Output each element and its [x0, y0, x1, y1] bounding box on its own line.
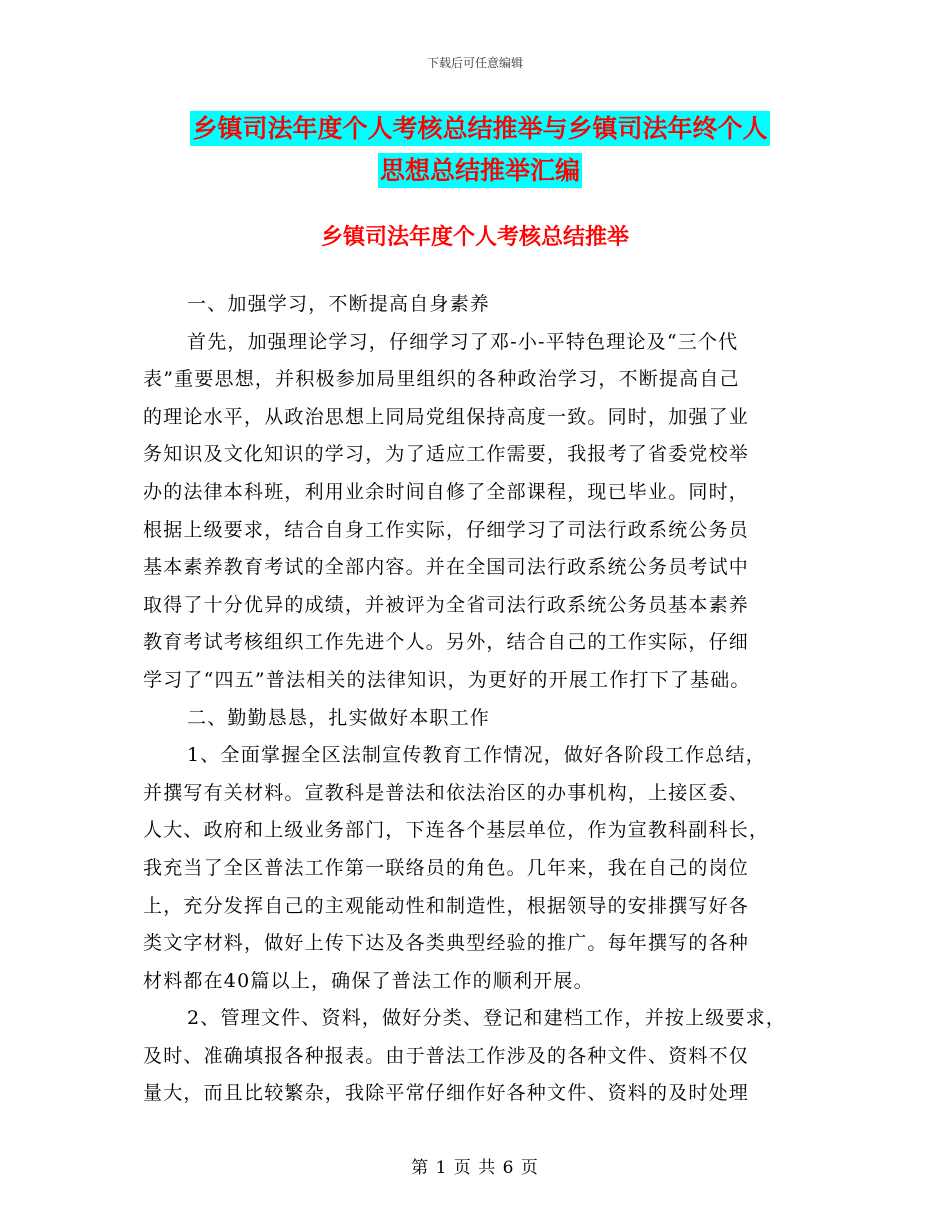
body-text: [143, 286, 823, 1113]
paragraph-line: 办的法律本科班，利用业余时间自修了全部课程，现已毕业。同时，: [143, 480, 750, 503]
paragraph-line: 取得了十分优异的成绩，并被评为全省司法行政系统公务员基本素养: [143, 593, 750, 616]
document-title: [140, 108, 820, 192]
title-line-2: 思想总结推举汇编: [378, 153, 582, 188]
heading-2: 二、勤勤恳恳，扎实做好本职工作: [187, 706, 491, 729]
paragraph-line: 我充当了全区普法工作第一联络员的角色。几年来，我在自己的岗位: [143, 856, 750, 879]
paragraph-line: 量大，而且比较繁杂，我除平常仔细作好各种文件、资料的及时处理: [143, 1082, 750, 1105]
paragraph-line: 根据上级要求，结合自身工作实际，仔细学习了司法行政系统公务员: [143, 518, 750, 541]
paragraph-line: 2、管理文件、资料，做好分类、登记和建档工作，并按上级要求，: [187, 1007, 787, 1030]
section-title: 乡镇司法年度个人考核总结推举: [320, 224, 629, 250]
title-line-1: 乡镇司法年度个人考核总结推举与乡镇司法年终个人: [190, 111, 769, 146]
paragraph-line: 人大、政府和上级业务部门，下连各个基层单位，作为宣教科副科长，: [143, 819, 770, 842]
paragraph-line: 1、全面掌握全区法制宣传教育工作情况，做好各阶段工作总结，: [187, 744, 766, 767]
paragraph-line: 上，充分发挥自己的主观能动性和制造性，根据领导的安排撰写好各: [143, 894, 750, 917]
paragraph-line: 基本素养教育考试的全部内容。并在全国司法行政系统公务员考试中: [143, 556, 750, 579]
heading-1: 一、加强学习，不断提高自身素养: [187, 293, 491, 315]
paragraph-line: 的理论水平，从政治思想上同局党组保持高度一致。同时，加强了业: [143, 405, 750, 428]
page-footer: 第 1 页 共 6 页: [411, 1158, 539, 1178]
paragraph-line: 及时、准确填报各种报表。由于普法工作涉及的各种文件、资料不仅: [143, 1044, 750, 1067]
paragraph-line: 学习了“四五”普法相关的法律知识，为更好的开展工作打下了基础。: [143, 668, 751, 691]
paragraph-line: 表”重要思想，并积极参加局里组织的各种政治学习，不断提高自己: [143, 368, 740, 391]
paragraph-line: 类文字材料，做好上传下达及各类典型经验的推广。每年撰写的各种: [143, 932, 750, 955]
paragraph-line: 并撰写有关材料。宣教科是普法和依法治区的办事机构，上接区委、: [143, 781, 750, 804]
paragraph-line: 首先，加强理论学习，仔细学习了邓-小-平特色理论及“三个代: [187, 330, 739, 353]
paragraph-line: 材料都在40篇以上，确保了普法工作的顺利开展。: [143, 969, 594, 992]
paragraph-line: 务知识及文化知识的学习，为了适应工作需要，我报考了省委党校举: [143, 443, 750, 466]
paragraph-line: 教育考试考核组织工作先进个人。另外，结合自己的工作实际，仔细: [143, 631, 750, 654]
header-note: 下载后可任意编辑: [426, 56, 523, 70]
